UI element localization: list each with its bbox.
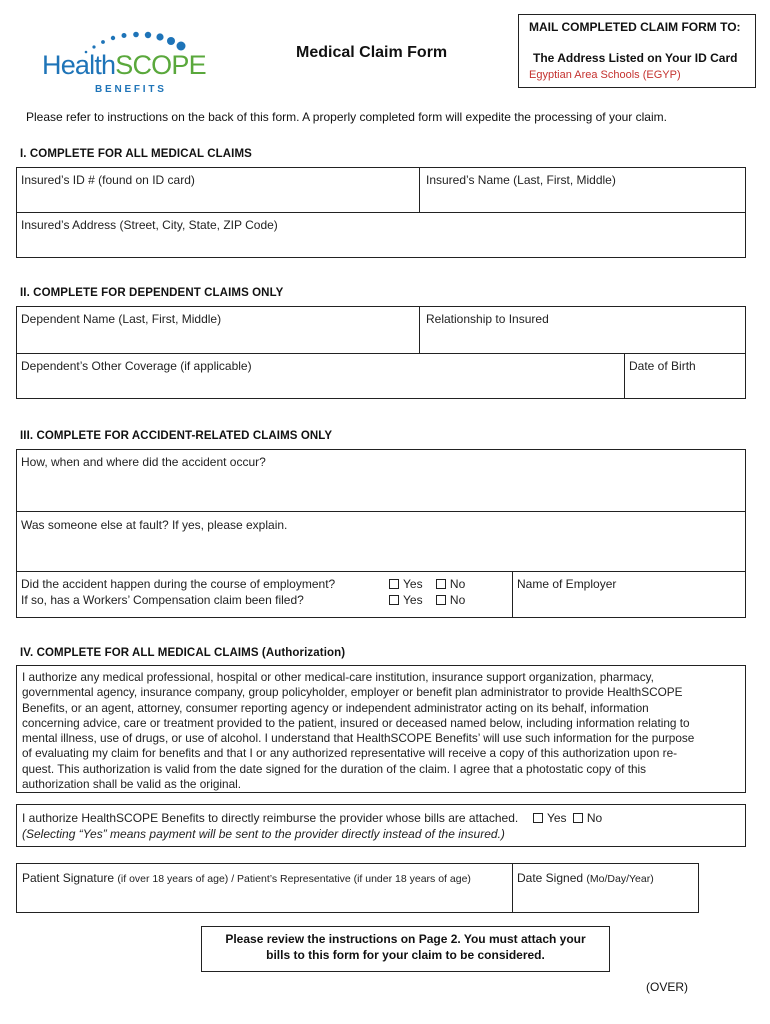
mail-address: The Address Listed on Your ID Card — [533, 51, 738, 65]
workers-comp-no-label: No — [449, 593, 466, 607]
authorization-text — [22, 670, 744, 792]
mail-group: Egyptian Area Schools (EGYP) — [529, 69, 681, 81]
workers-comp-no-checkbox[interactable] — [436, 595, 446, 605]
logo-scope-text: SCOPE — [115, 50, 206, 80]
section3-heading: III. COMPLETE FOR ACCIDENT-RELATED CLAIMS ONLY — [20, 430, 333, 442]
auth-line: authorization shall be valid as the original. — [22, 777, 242, 792]
relationship-field[interactable] — [419, 306, 746, 354]
employment-no-label: No — [449, 577, 466, 591]
over-indicator: (OVER) — [646, 980, 688, 994]
auth-line: mental illness, use of drugs, or use of alcohol. I understand that HealthSCOPE Benefits’ will use such information for the purpose — [22, 731, 695, 746]
reimburse-yes-label: Yes — [546, 811, 567, 825]
auth-line: of evaluating my claim for benefits and that I or any authorized representative will receive a copy of this authorization upon re- — [22, 746, 678, 761]
accident-description-label: How, when and where did the accident occur? — [21, 455, 266, 469]
date-signed-note: (Mo/Day/Year) — [586, 873, 654, 885]
at-fault-label: Was someone else at fault? If yes, please explain. — [21, 518, 288, 532]
employer-name-label: Name of Employer — [517, 577, 617, 591]
date-signed-title: Date Signed — [517, 871, 584, 885]
workers-comp-options — [389, 593, 465, 607]
auth-line: Benefits, or an agent, attorney, consumer reporting agency or independent administrator acting on its behalf, information — [22, 700, 649, 715]
accident-description-field[interactable] — [16, 449, 746, 512]
insured-id-field[interactable] — [16, 167, 420, 213]
authorization-box — [16, 665, 746, 793]
date-of-birth-field[interactable] — [624, 353, 746, 399]
employment-yes-label: Yes — [403, 577, 423, 591]
patient-signature-field[interactable] — [16, 863, 513, 913]
insured-address-field[interactable] — [16, 212, 746, 258]
patient-signature-label — [22, 871, 471, 886]
workers-comp-yes-checkbox[interactable] — [389, 595, 399, 605]
auth-line: quest. This authorization is valid from the date signed for the duration of the claim. I agree that a photostatic copy of this — [22, 761, 647, 776]
workers-comp-question: If so, has a Workers’ Compensation claim been filed? — [21, 593, 304, 607]
date-of-birth-label: Date of Birth — [629, 359, 696, 373]
notice-line-1: Please review the instructions on Page 2. You must attach your — [225, 932, 586, 946]
other-coverage-field[interactable] — [16, 353, 625, 399]
date-signed-label — [517, 871, 654, 886]
section1-heading: I. COMPLETE FOR ALL MEDICAL CLAIMS — [20, 148, 252, 160]
mail-to-box — [518, 14, 756, 88]
employer-name-field[interactable] — [512, 571, 746, 618]
reimburse-no-label: No — [586, 811, 603, 825]
employment-no-checkbox[interactable] — [436, 579, 446, 589]
relationship-label: Relationship to Insured — [426, 312, 549, 326]
dependent-name-label: Dependent Name (Last, First, Middle) — [21, 312, 222, 326]
reimburse-box — [16, 804, 746, 847]
employment-options — [389, 577, 465, 591]
insured-name-field[interactable] — [419, 167, 746, 213]
dependent-name-field[interactable] — [16, 306, 420, 354]
attach-bills-notice — [201, 926, 610, 972]
auth-line: concerning advice, care or treatment provided to the patient, insured or deceased named below, including information relating to — [22, 715, 690, 730]
employment-yes-checkbox[interactable] — [389, 579, 399, 589]
patient-signature-note: (if over 18 years of age) / Patient’s Representative (if under 18 years of age) — [117, 873, 471, 885]
patient-signature-title: Patient Signature — [22, 871, 115, 885]
workers-comp-yes-label: Yes — [403, 593, 423, 607]
logo-health-text: Health — [42, 50, 116, 80]
employment-box — [16, 571, 513, 618]
reimburse-yes-checkbox[interactable] — [533, 813, 543, 823]
intro-text: Please refer to instructions on the back of this form. A properly completed form will expedite the processing of your claim. — [26, 110, 667, 124]
at-fault-field[interactable] — [16, 511, 746, 572]
auth-line: governmental agency, insurance company, group policyholder, employer or benefit plan administrator to provide HealthSCOPE — [22, 685, 683, 700]
insured-address-label: Insured’s Address (Street, City, State, ZIP Code) — [21, 218, 278, 232]
reimburse-line — [22, 811, 602, 825]
logo-tagline: B E N E F I T S — [95, 84, 164, 95]
other-coverage-label: Dependent’s Other Coverage (if applicable) — [21, 359, 252, 373]
healthscope-logo — [40, 30, 210, 98]
insured-name-label: Insured’s Name (Last, First, Middle) — [426, 173, 616, 187]
section2-heading: II. COMPLETE FOR DEPENDENT CLAIMS ONLY — [20, 287, 284, 299]
insured-id-label: Insured’s ID # (found on ID card) — [21, 173, 195, 187]
section4-heading: IV. COMPLETE FOR ALL MEDICAL CLAIMS (Authorization) — [20, 647, 346, 659]
reimburse-text: I authorize HealthSCOPE Benefits to directly reimburse the provider whose bills are attached. — [22, 811, 519, 825]
reimburse-no-checkbox[interactable] — [573, 813, 583, 823]
auth-line: I authorize any medical professional, hospital or other medical-care institution, insurance support organization, pharmacy, — [22, 670, 654, 684]
reimburse-note: (Selecting “Yes” means payment will be sent to the provider directly instead of the insured.) — [22, 827, 505, 841]
mail-heading: MAIL COMPLETED CLAIM FORM TO: — [529, 20, 741, 34]
date-signed-field[interactable] — [512, 863, 699, 913]
employment-question: Did the accident happen during the course of employment? — [21, 577, 336, 591]
form-title: Medical Claim Form — [296, 44, 448, 61]
notice-line-2: bills to this form for your claim to be considered. — [266, 948, 545, 962]
